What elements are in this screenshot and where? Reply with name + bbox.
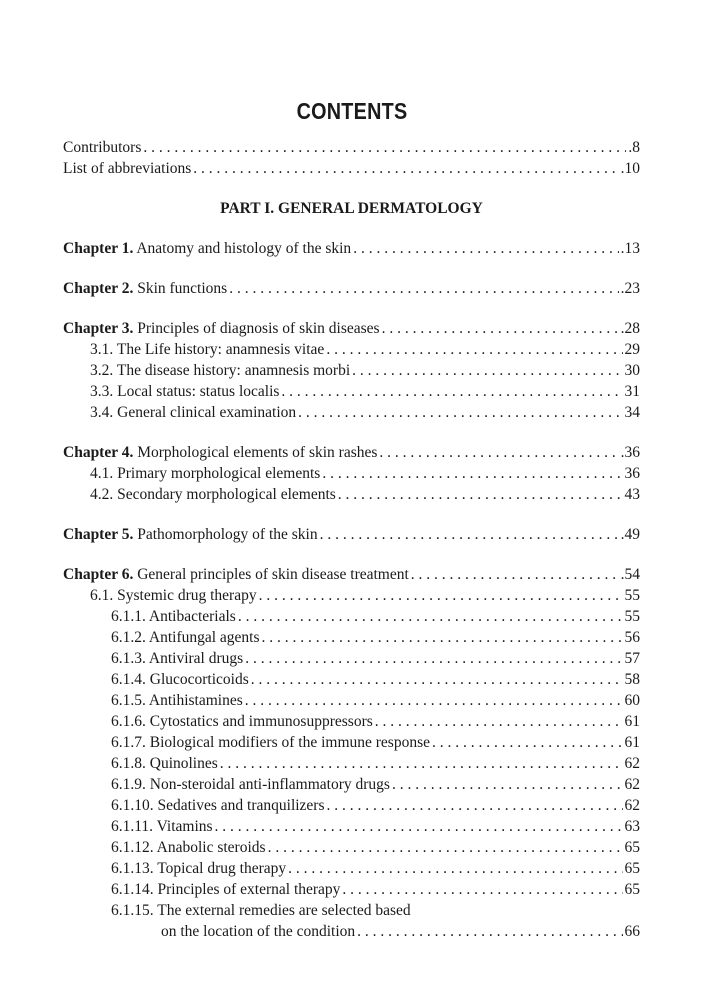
toc-entry-subsection-6-1-3[interactable] <box>63 648 640 669</box>
toc-entry-subsection-6-1-8[interactable] <box>63 753 640 774</box>
dot-leader <box>229 278 618 299</box>
dot-leader <box>379 442 618 463</box>
dot-leader <box>220 753 623 774</box>
entry-text: 6.1.2. Antifungal agents <box>111 629 260 646</box>
dot-leader <box>259 585 623 606</box>
entry-text: 6.1.9. Non-steroidal anti-inflammatory drugs <box>111 776 390 793</box>
toc-entry-subsection-6-1-15-continued[interactable] <box>63 921 640 942</box>
dot-leader <box>245 648 622 669</box>
toc-entry-subsection-6-1-12[interactable] <box>63 837 640 858</box>
dot-leader <box>251 669 623 690</box>
chapter-title: General principles of skin disease treatment <box>133 566 409 583</box>
page-number: .36 <box>620 444 640 461</box>
entry-text: List of abbreviations <box>63 160 192 177</box>
chapter-title: Skin functions <box>133 280 228 297</box>
page-number: 30 <box>624 362 640 379</box>
entry-text: 6.1.15. The external remedies are selected based <box>111 902 411 919</box>
chapter-label: Chapter 2. <box>63 280 134 297</box>
page-number: 65 <box>624 860 640 877</box>
page-number: 65 <box>624 881 640 898</box>
dot-leader <box>352 360 622 381</box>
page-number: .10 <box>620 160 640 177</box>
page-number: .54 <box>620 566 640 583</box>
dot-leader <box>245 690 623 711</box>
entry-text: 6.1.1. Antibacterials <box>111 608 236 625</box>
page-number: 62 <box>624 797 640 814</box>
page-number: 62 <box>624 776 640 793</box>
dot-leader <box>392 774 623 795</box>
entry-text: 6.1.5. Antihistamines <box>111 692 243 709</box>
page-number: .49 <box>620 526 640 543</box>
page-number: .8 <box>628 139 640 156</box>
toc-entry-section-4-1[interactable] <box>63 463 640 484</box>
page-number: 31 <box>624 383 640 400</box>
dot-leader <box>411 564 619 585</box>
dot-leader <box>238 606 623 627</box>
dot-leader <box>320 524 619 545</box>
entry-text: 6.1.8. Quinolines <box>111 755 218 772</box>
toc-entry-subsection-6-1-15[interactable] <box>63 900 640 921</box>
page-number: 66 <box>624 923 640 940</box>
dot-leader <box>215 816 623 837</box>
dot-leader <box>322 463 622 484</box>
entry-text: 3.2. The disease history: anamnesis morbi <box>90 362 351 379</box>
toc-entry-subsection-6-1-4[interactable] <box>63 669 640 690</box>
page-number: .13 <box>620 240 640 257</box>
entry-text: 4.1. Primary morphological elements <box>90 465 321 482</box>
entry-text: 6.1.4. Glucocorticoids <box>111 671 249 688</box>
toc-entry-chapter-5[interactable] <box>63 524 640 545</box>
toc-entry-chapter-4[interactable] <box>63 442 640 463</box>
chapter-title: Principles of diagnosis of skin diseases <box>133 320 380 337</box>
part-heading: PART I. GENERAL DERMATOLOGY <box>220 200 483 217</box>
page-number: 62 <box>624 755 640 772</box>
page-number: 36 <box>624 465 640 482</box>
toc-entry-chapter-3[interactable] <box>63 318 640 339</box>
toc-entry-section-6-1[interactable] <box>63 585 640 606</box>
entry-text: 6.1.14. Principles of external therapy <box>111 881 341 898</box>
page-number: 57 <box>624 650 640 667</box>
dot-leader <box>281 381 622 402</box>
toc-entry-contributors[interactable] <box>63 137 640 158</box>
dot-leader <box>327 795 623 816</box>
entry-text: 6.1.10. Sedatives and tranquilizers <box>111 797 325 814</box>
toc-entry-section-4-2[interactable] <box>63 484 640 505</box>
toc-entry-section-3-4[interactable] <box>63 402 640 423</box>
toc-entry-abbreviations[interactable] <box>63 158 640 179</box>
toc-entry-chapter-6[interactable] <box>63 564 640 585</box>
toc-entry-section-3-1[interactable] <box>63 339 640 360</box>
dot-leader <box>432 732 623 753</box>
page-number: 63 <box>624 818 640 835</box>
table-of-contents <box>63 137 640 942</box>
page-number: 34 <box>624 404 640 421</box>
entry-text: Contributors <box>63 139 142 156</box>
dot-leader <box>193 158 618 179</box>
dot-leader <box>338 484 623 505</box>
page-number: 61 <box>624 734 640 751</box>
page-number: 65 <box>624 839 640 856</box>
chapter-label: Chapter 5. <box>63 526 134 543</box>
toc-entry-subsection-6-1-7[interactable] <box>63 732 640 753</box>
entry-text: 6.1.11. Vitamins <box>111 818 213 835</box>
dot-leader <box>353 238 618 259</box>
entry-text: 6.1.3. Antiviral drugs <box>111 650 244 667</box>
page-number: 55 <box>624 608 640 625</box>
toc-entry-subsection-6-1-13[interactable] <box>63 858 640 879</box>
page-number: 60 <box>624 692 640 709</box>
page-number: 29 <box>624 341 640 358</box>
toc-entry-subsection-6-1-14[interactable] <box>63 879 640 900</box>
entry-text: 3.4. General clinical examination <box>90 404 297 421</box>
toc-entry-subsection-6-1-6[interactable] <box>63 711 640 732</box>
toc-entry-section-3-3[interactable] <box>63 381 640 402</box>
page-number: 61 <box>624 713 640 730</box>
page-number: 56 <box>624 629 640 646</box>
toc-entry-subsection-6-1-2[interactable] <box>63 627 640 648</box>
page-number: .28 <box>620 320 640 337</box>
dot-leader <box>357 921 622 942</box>
dot-leader <box>342 879 622 900</box>
toc-entry-chapter-2[interactable] <box>63 278 640 299</box>
entry-text: 3.3. Local status: status localis <box>90 383 280 400</box>
toc-entry-subsection-6-1-11[interactable] <box>63 816 640 837</box>
entry-text: 6.1.12. Anabolic steroids <box>111 839 266 856</box>
toc-entry-subsection-6-1-5[interactable] <box>63 690 640 711</box>
dot-leader <box>288 858 622 879</box>
chapter-title: Pathomorphology of the skin <box>133 526 318 543</box>
chapter-title: Morphological elements of skin rashes <box>133 444 378 461</box>
dot-leader <box>375 711 623 732</box>
page-number: .23 <box>620 280 640 297</box>
dot-leader <box>326 339 622 360</box>
entry-text: 6.1.7. Biological modifiers of the immune response <box>111 734 430 751</box>
page-number: 43 <box>624 486 640 503</box>
entry-text: on the location of the condition <box>161 923 356 940</box>
dot-leader <box>262 627 623 648</box>
dot-leader <box>268 837 623 858</box>
chapter-label: Chapter 3. <box>63 320 134 337</box>
dot-leader <box>298 402 622 423</box>
dot-leader <box>143 137 626 158</box>
toc-entry-chapter-1[interactable] <box>63 238 640 259</box>
toc-entry-subsection-6-1-9[interactable] <box>63 774 640 795</box>
dot-leader <box>382 318 619 339</box>
chapter-label: Chapter 6. <box>63 566 134 583</box>
entry-text: 4.2. Secondary morphological elements <box>90 486 336 503</box>
entry-text: 6.1.6. Cytostatics and immunosuppressors <box>111 713 373 730</box>
chapter-title: Anatomy and histology of the skin <box>133 240 352 257</box>
chapter-label: Chapter 1. <box>63 240 134 257</box>
entry-text: 6.1. Systemic drug therapy <box>90 587 257 604</box>
chapter-label: Chapter 4. <box>63 444 134 461</box>
page-number: 58 <box>624 671 640 688</box>
entry-text: 3.1. The Life history: anamnesis vitae <box>90 341 325 358</box>
entry-text: 6.1.13. Topical drug therapy <box>111 860 287 877</box>
toc-entry-subsection-6-1-1[interactable] <box>63 606 640 627</box>
toc-entry-subsection-6-1-10[interactable] <box>63 795 640 816</box>
page-number: 55 <box>624 587 640 604</box>
page-title: CONTENTS <box>296 98 408 124</box>
toc-entry-section-3-2[interactable] <box>63 360 640 381</box>
